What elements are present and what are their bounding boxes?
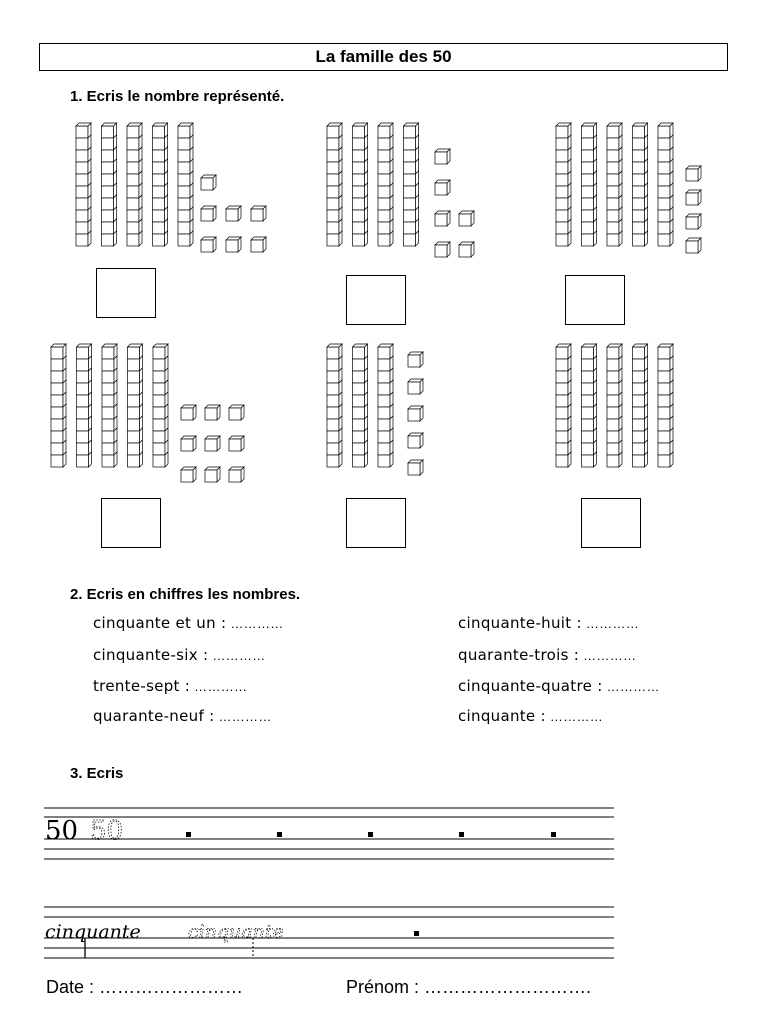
answer-blank[interactable]: …………: [218, 709, 272, 724]
answer-blank[interactable]: …………: [549, 709, 604, 724]
worksheet-title: La famille des 50: [39, 43, 728, 71]
list-item: cinquante : …………: [458, 707, 604, 725]
firstname-field[interactable]: Prénom : ……………………….: [346, 977, 592, 997]
list-item: trente-sept : …………: [93, 677, 248, 695]
answer-blank[interactable]: …………: [212, 648, 266, 663]
trace-number: 50: [90, 816, 124, 846]
list-item: quarante-neuf : …………: [93, 707, 272, 725]
list-item: quarante-trois : …………: [458, 646, 637, 664]
list-item: cinquante et un : …………: [93, 614, 284, 632]
answer-blank[interactable]: …………: [583, 648, 637, 663]
answer-blank[interactable]: …………: [194, 679, 248, 694]
answer-blank[interactable]: …………: [230, 616, 284, 631]
trace-word: cinquante: [188, 921, 284, 943]
list-item: cinquante-quatre : …………: [458, 677, 660, 695]
exercise-3-heading: 3. Ecris: [70, 765, 124, 782]
model-number: 50: [45, 816, 79, 846]
model-word: cinquante: [45, 921, 141, 943]
answer-blank[interactable]: …………: [585, 616, 640, 631]
list-item: cinquante-huit : …………: [458, 614, 640, 632]
exercise-1-heading: 1. Ecris le nombre représenté.: [70, 88, 285, 105]
date-field[interactable]: Date : ……………………: [46, 977, 244, 997]
answer-blank[interactable]: …………: [606, 679, 660, 694]
list-item: cinquante-six : …………: [93, 646, 266, 664]
exercise-2-heading: 2. Ecris en chiffres les nombres.: [70, 586, 301, 603]
